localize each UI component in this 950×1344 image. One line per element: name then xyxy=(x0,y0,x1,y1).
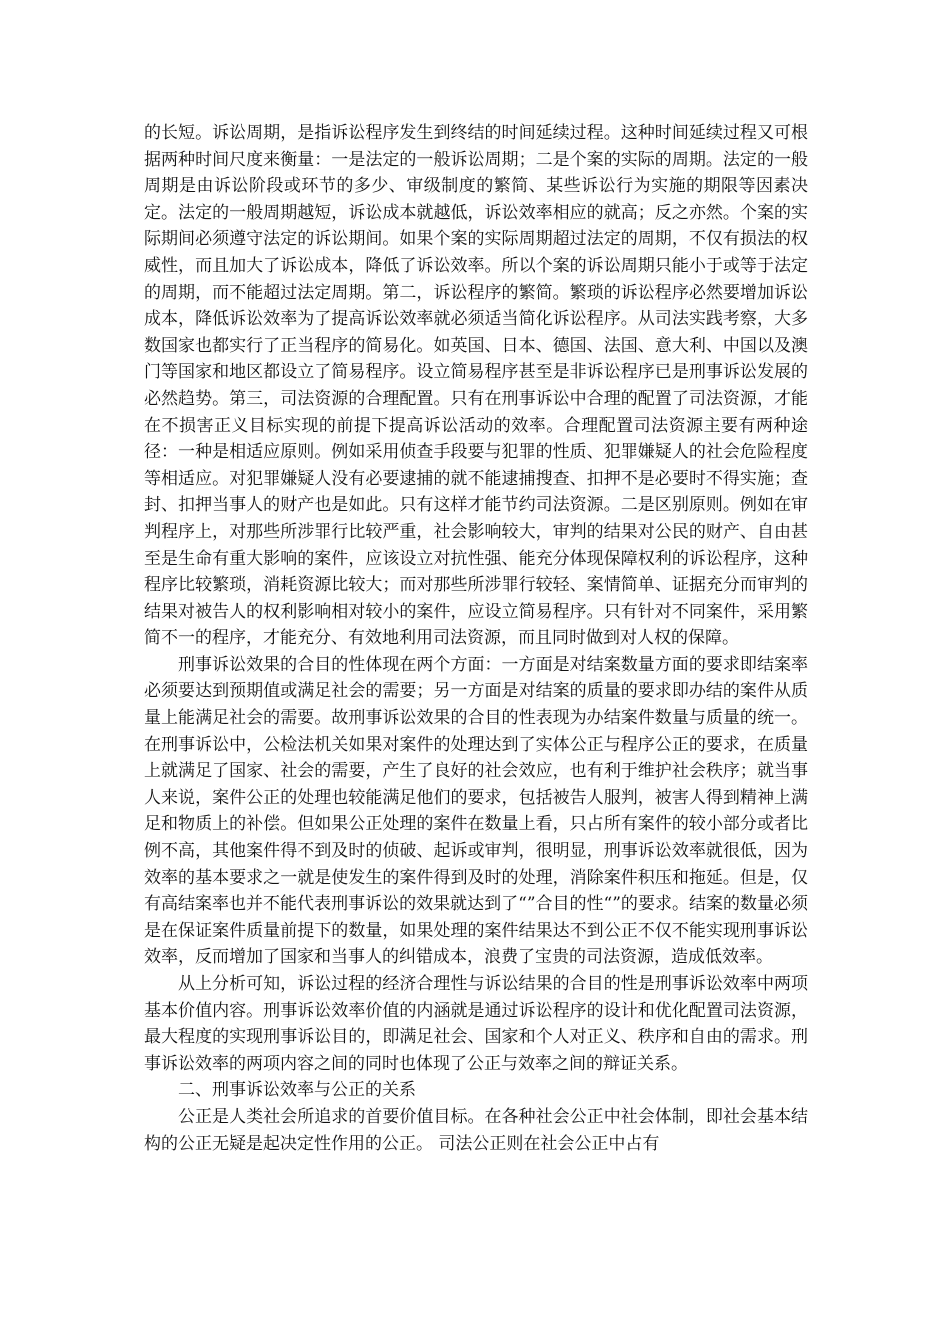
section-heading: 二、刑事诉讼效率与公正的关系 xyxy=(178,1080,416,1101)
document-page xyxy=(144,120,808,1157)
paragraph-purposiveness: 刑事诉讼效果的合目的性体现在两个方面：一方面是对结案数量方面的要求即结案率必须要达到预期值或满足社会的需要；另一方面是对结案的质量的要求即办结的案件从质量上能满足社会的需要。故刑事诉讼效果的合目的性表现为办结案件数量与质量的统一。在刑事诉讼中，公检法机关如果对案件的处理达到了实体公正与程序公正的要求，在质量上就满足了国家、社会的需要，产生了良好的社会效应，也有利于维护社会秩序；就当事人来说，案件公正的处理也较能满足他们的要求，包括被告人服判，被害人得到精神上满足和物质上的补偿。但如果公正处理的案件在数量上看，只占所有案件的较小部分或者比例不高，其他案件得不到及时的侦破、起诉或审判，很明显，刑事诉讼效率就很低，因为效率的基本要求之一就是使发生的案件得到及时的处理，消除案件积压和拖延。但是，仅有高结案率也并不能代表刑事诉讼的效果就达到了“”合目的性“”的要求。结案的数量必须是在保证案件质量前提下的数量，如果处理的案件结果达不到公正不仅不能实现刑事诉讼效率，反而增加了国家和当事人的纠错成本，浪费了宝贵的司法资源，造成低效率。 xyxy=(144,654,808,968)
paragraph-conclusion: 从上分析可知，诉讼过程的经济合理性与诉讼结果的合目的性是刑事诉讼效率中两项基本价值内容。刑事诉讼效率价值的内涵就是通过诉讼程序的设计和优化配置司法资源，最大程度的实现刑事诉讼目的，即满足社会、国家和个人对正义、秩序和自由的需求。刑事诉讼效率的两项内容之间的同时也体现了公正与效率之间的辩证关系。 xyxy=(144,974,808,1074)
paragraph-justice: 公正是人类社会所追求的首要价值目标。在各种社会公正中社会体制，即社会基本结构的公正无疑是起决定性作用的公正。 司法公正则在社会公正中占有 xyxy=(144,1106,808,1154)
paragraph-continuation: 的长短。诉讼周期，是指诉讼程序发生到终结的时间延续过程。这种时间延续过程又可根据两种时间尺度来衡量：一是法定的一般诉讼周期；二是个案的实际的周期。法定的一般周期是由诉讼阶段或环节的多少、审级制度的繁简、某些诉讼行为实施的期限等因素决定。法定的一般周期越短，诉讼成本就越低，诉讼效率相应的就高；反之亦然。个案的实际期间必须遵守法定的诉讼期间。如果个案的实际周期超过法定的周期，不仅有损法的权威性，而且加大了诉讼成本，降低了诉讼效率。所以个案的诉讼周期只能小于或等于法定的周期，而不能超过法定周期。第二，诉讼程序的繁简。繁琐的诉讼程序必然要增加诉讼成本，降低诉讼效率为了提高诉讼效率就必须适当简化诉讼程序。从司法实践考察，大多数国家也都实行了正当程序的简易化。如英国、日本、德国、法国、意大利、中国以及澳门等国家和地区都设立了简易程序。设立简易程序甚至是非诉讼程序已是刑事诉讼发展的必然趋势。第三，司法资源的合理配置。只有在刑事诉讼中合理的配置了司法资源，才能在不损害正义目标实现的前提下提高诉讼活动的效率。合理配置司法资源主要有两种途径：一种是相适应原则。例如采用侦查手段要与犯罪的性质、犯罪嫌疑人的社会危险程度等相适应。对犯罪嫌疑人没有必要逮捕的就不能逮捕搜查、扣押不是必要时不得实施；查封、扣押当事人的财产也是如此。只有这样才能节约司法资源。二是区别原则。例如在审判程序上，对那些所涉罪行比较严重，社会影响较大，审判的结果对公民的财产、自由甚至是生命有重大影响的案件，应该设立对抗性强、能充分体现保障权利的诉讼程序，这种程序比较繁琐，消耗资源比较大；而对那些所涉罪行较轻、案情简单、证据充分而审判的结果对被告人的权利影响相对较小的案件，应设立简易程序。只有针对不同案件，采用繁简不一的程序，才能充分、有效地利用司法资源，而且同时做到对人权的保障。 xyxy=(144,123,808,649)
